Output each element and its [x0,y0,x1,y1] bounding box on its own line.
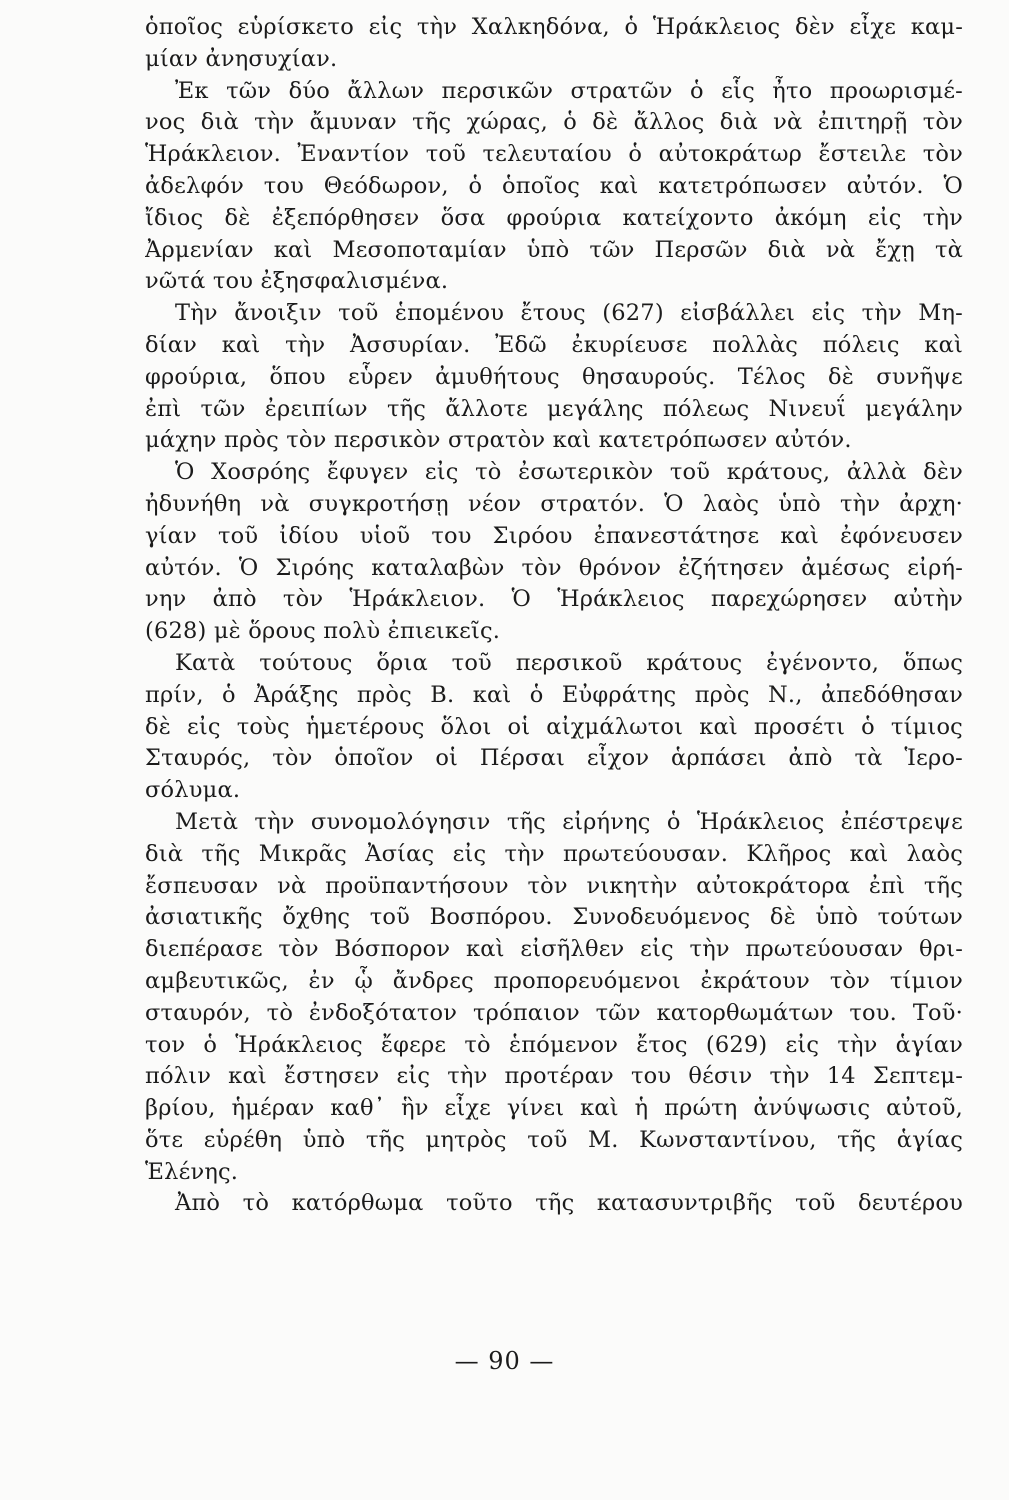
text-line: Ἑλένης. [145,1158,239,1185]
text-line: Ἀρμενίαν καὶ Μεσοποταμίαν ὑπὸ τῶν Περσῶν διὰ νὰ ἔχῃ τὰ [145,236,963,263]
text-line: Ὁ Χοσρόης ἔφυγεν εἰς τὸ ἐσωτερικὸν τοῦ κράτους, ἀλλὰ δὲν [175,459,963,486]
text-line: Τὴν ἄνοιξιν τοῦ ἑπομένου ἔτους (627) εἰσβάλλει εἰς τὴν Μη- [175,300,963,327]
text-line: Μετὰ τὴν συνομολόγησιν τῆς εἰρήνης ὁ Ἡράκλειος ἐπέστρεψε [175,808,963,835]
text-line: νην ἀπὸ τὸν Ἡράκλειον. Ὁ Ἡράκλειος παρεχώρησεν αὐτὴν [145,586,963,613]
text-line: σταυρόν, τὸ ἐνδοξότατον τρόπαιον τῶν κατορθωμάτων του. Τοῦ· [145,999,963,1026]
text-line: ἐπὶ τῶν ἐρειπίων τῆς ἄλλοτε μεγάλης πόλεως Νινευΐ μεγάλην [145,395,963,422]
text-line: (628) μὲ ὅρους πολὺ ἐπιεικεῖς. [145,618,501,645]
text-line: νος διὰ τὴν ἄμυναν τῆς χώρας, ὁ δὲ ἄλλος διὰ νὰ ἐπιτηρῇ τὸν [145,109,963,136]
text-line: μίαν ἀνησυχίαν. [145,45,338,72]
text-line: ὁποῖος εὑρίσκετο εἰς τὴν Χαλκηδόνα, ὁ Ἡράκλειος δὲν εἶχε καμ- [145,14,963,40]
text-line: δίαν καὶ τὴν Ἀσσυρίαν. Ἐδῶ ἐκυρίευσε πολλὰς πόλεις καὶ [145,331,963,358]
text-line: Ἡράκλειον. Ἐναντίον τοῦ τελευταίου ὁ αὐτοκράτωρ ἔστειλε τὸν [145,141,963,168]
text-line: πόλιν καὶ ἔστησεν εἰς τὴν προτέραν του θέσιν τὴν 14 Σεπτεμ- [145,1063,963,1090]
text-line: δὲ εἰς τοὺς ἡμετέρους ὅλοι οἱ αἰχμάλωτοι καὶ προσέτι ὁ τίμιος [145,713,963,740]
text-line: σόλυμα. [145,777,241,804]
text-line: Κατὰ τούτους ὅρια τοῦ περσικοῦ κράτους ἐγένοντο, ὅπως [175,649,963,676]
text-line: Σταυρός, τὸν ὁποῖον οἱ Πέρσαι εἶχον ἁρπάσει ἀπὸ τὰ Ἱερο- [145,745,963,772]
text-line: διὰ τῆς Μικρᾶς Ἀσίας εἰς τὴν πρωτεύουσαν. Κλῆρος καὶ λαὸς [145,840,963,867]
text-line: βρίου, ἡμέραν καθ᾽ ἣν εἶχε γίνει καὶ ἡ πρώτη ἀνύψωσις αὐτοῦ, [145,1095,963,1122]
text-line: αὐτόν. Ὁ Σιρόης καταλαβὼν τὸν θρόνον ἐζήτησεν ἀμέσως εἰρή- [145,554,963,581]
text-line: τον ὁ Ἡράκλειος ἔφερε τὸ ἑπόμενον ἔτος (629) εἰς τὴν ἁγίαν [145,1031,963,1058]
text-line: ἴδιος δὲ ἐξεπόρθησεν ὅσα φρούρια κατείχοντο ἀκόμη εἰς τὴν [145,204,963,231]
text-line: ἔσπευσαν νὰ προϋπαντήσουν τὸν νικητὴν αὐτοκράτορα ἐπὶ τῆς [145,872,963,899]
text-line: ἀσιατικῆς ὄχθης τοῦ Βοσπόρου. Συνοδευόμενος δὲ ὑπὸ τούτων [145,904,963,931]
text-line: αμβευτικῶς, ἐν ᾧ ἄνδρες προπορευόμενοι ἐκράτουν τὸν τίμιον [145,967,963,994]
text-line: ἠδυνήθη νὰ συγκροτήσῃ νέον στρατόν. Ὁ λαὸς ὑπὸ τὴν ἀρχη· [145,490,963,517]
text-line: ὅτε εὑρέθη ὑπὸ τῆς μητρὸς τοῦ Μ. Κωνσταντίνου, τῆς ἁγίας [145,1126,963,1153]
body-text [145,12,963,1220]
text-line: ἀδελφόν του Θεόδωρον, ὁ ὁποῖος καὶ κατετρόπωσεν αὐτόν. Ὁ [145,172,963,199]
text-line: διεπέρασε τὸν Βόσπορον καὶ εἰσῆλθεν εἰς τὴν πρωτεύουσαν θρι- [145,936,963,963]
text-line: Ἀπὸ τὸ κατόρθωμα τοῦτο τῆς κατασυντριβῆς τοῦ δευτέρου [175,1190,963,1217]
text-line: πρίν, ὁ Ἀράξης πρὸς Β. καὶ ὁ Εὐφράτης πρὸς Ν., ἀπεδόθησαν [145,681,963,708]
text-line: Ἐκ τῶν δύο ἄλλων περσικῶν στρατῶν ὁ εἷς ἦτο προωρισμέ- [175,77,963,104]
text-line: φρούρια, ὅπου εὗρεν ἀμυθήτους θησαυρούς. Τέλος δὲ συνῆψε [145,363,963,390]
text-line: γίαν τοῦ ἰδίου υἱοῦ του Σιρόου ἐπανεστάτησε καὶ ἐφόνευσεν [145,522,963,549]
page-number: — 90 — [454,1347,555,1375]
text-line: νῶτά του ἐξησφαλισμένα. [145,268,449,295]
text-line: μάχην πρὸς τὸν περσικὸν στρατὸν καὶ κατετρόπωσεν αὐτόν. [145,427,852,454]
